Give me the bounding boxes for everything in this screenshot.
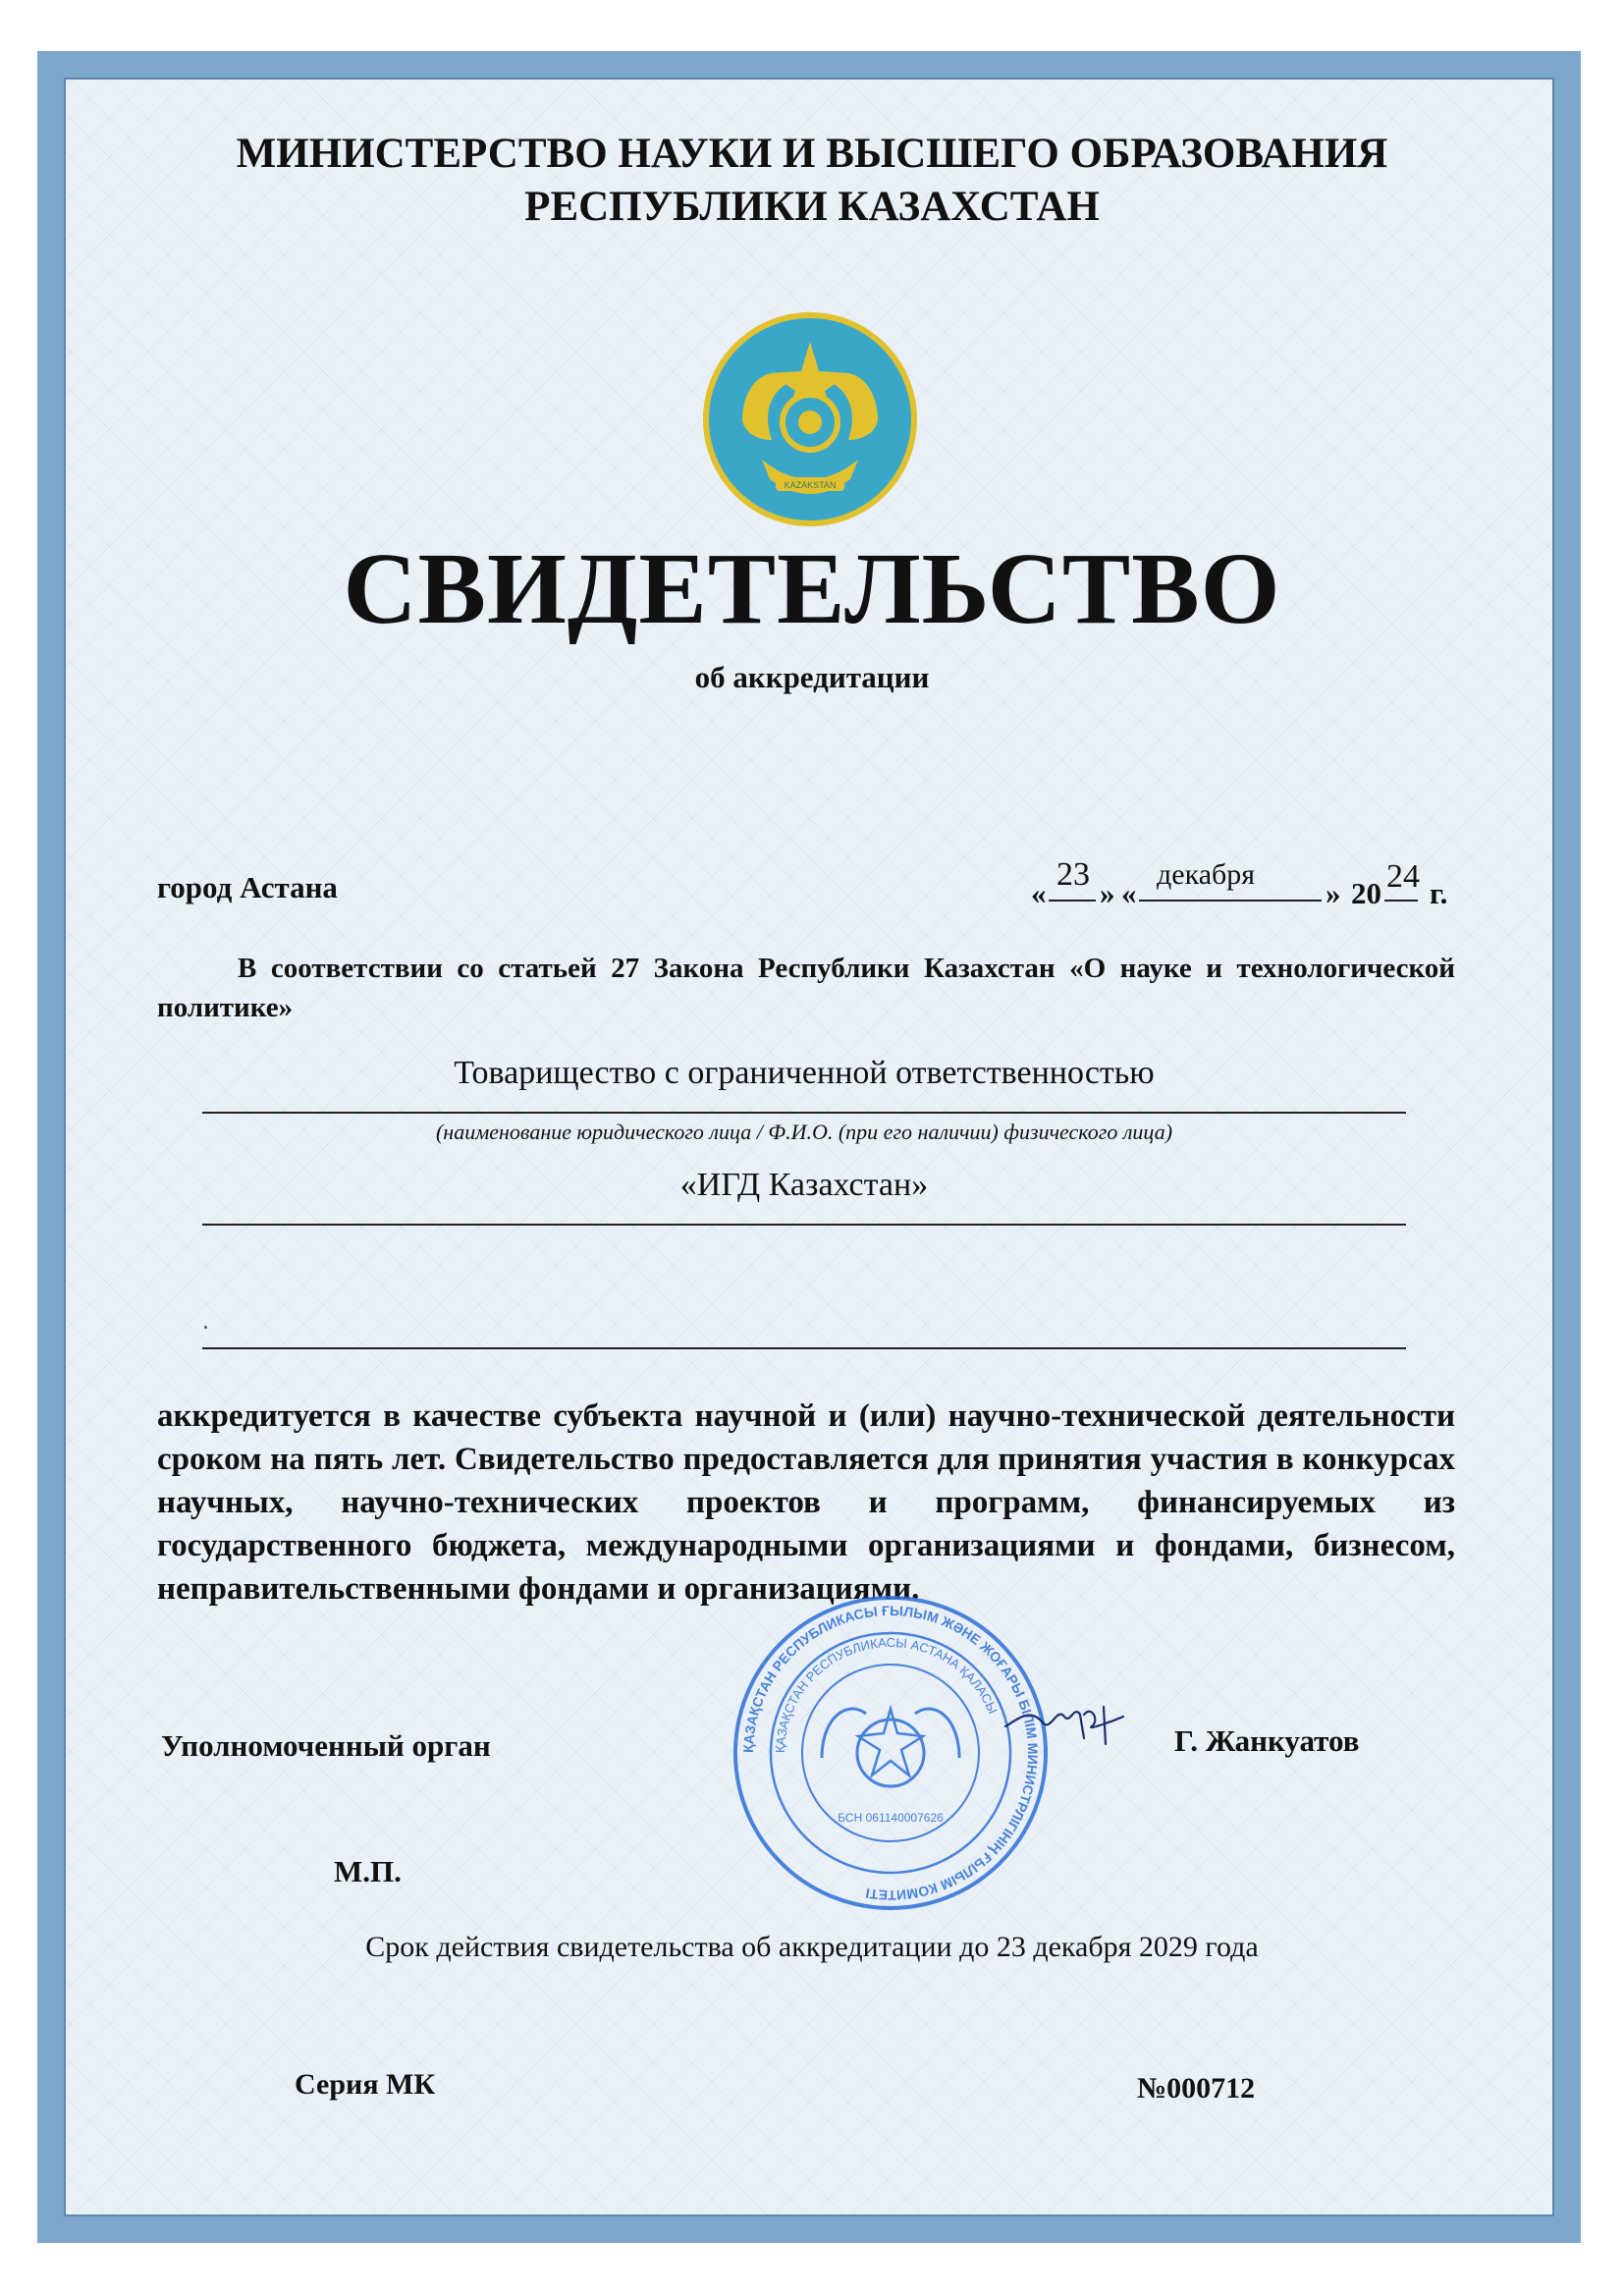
- dot-mark: [204, 1326, 207, 1329]
- month-underline: [1139, 900, 1322, 902]
- signature-icon: [1001, 1687, 1139, 1756]
- date-year-suffix: 24: [1386, 858, 1420, 895]
- stamp-bin: БСН 061140007626: [838, 1811, 944, 1825]
- seal-place-mark: М.П.: [334, 1854, 402, 1888]
- legal-basis: В соответствии со статьей 27 Закона Республики Казахстан «О науке и технологической политике»: [157, 953, 1455, 1023]
- entity-underline-2: [202, 1224, 1406, 1226]
- emblem-label: KAZAKSTAN: [784, 480, 837, 490]
- ministry-line-2: РЕСПУБЛИКИ КАЗАХСТАН: [524, 184, 1100, 230]
- entity-caption: (наименование юридического лица / Ф.И.О. (при его наличии) физического лица): [435, 1120, 1173, 1144]
- certificate-series: Серия МК: [295, 2068, 436, 2101]
- issue-city: город Астана: [157, 870, 338, 904]
- date-year-mark: г.: [1430, 876, 1448, 910]
- year-underline: [1384, 900, 1418, 902]
- state-emblem-icon: [703, 312, 917, 526]
- date-open-quote-2: «: [1121, 876, 1137, 910]
- entity-name-line-1: Товарищество с ограниченной ответственностью: [454, 1055, 1155, 1091]
- date-open-quote-1: «: [1031, 876, 1047, 910]
- certificate-number: №000712: [1137, 2072, 1256, 2105]
- entity-name-line-2: «ИГД Казахстан»: [679, 1167, 929, 1203]
- entity-underline-1: [202, 1112, 1406, 1114]
- document-title: СВИДЕТЕЛЬСТВО: [343, 532, 1281, 645]
- stamp-outer-text: ҚАЗАҚСТАН РЕСПУБЛИКАСЫ ҒЫЛЫМ ЖӘНЕ ЖОҒАРЫ БІЛІМ МИНИСТРЛІГІНІҢ ҒЫЛЫМ КОМИТЕТІ: [739, 1602, 1042, 1904]
- date-century: 20: [1351, 876, 1381, 910]
- date-day: 23: [1056, 856, 1090, 893]
- entity-underline-3: [202, 1347, 1406, 1349]
- date-close-quote-1: »: [1100, 876, 1115, 910]
- ministry-line-1: МИНИСТЕРСТВО НАУКИ И ВЫСШЕГО ОБРАЗОВАНИЯ: [236, 131, 1388, 177]
- issue-date: [1031, 856, 1463, 915]
- ministry-header: [0, 128, 1624, 234]
- date-month: декабря: [1157, 858, 1256, 891]
- document-subtitle: об аккредитации: [694, 660, 930, 694]
- signer-name: Г. Жанкуатов: [1174, 1723, 1360, 1758]
- validity-period: Срок действия свидетельства об аккредитации до 23 декабря 2029 года: [365, 1931, 1259, 1963]
- authority-label: Уполномоченный орган: [161, 1728, 491, 1763]
- accreditation-text: аккредитуется в качестве субъекта научной и (или) научно-технической деятельности сроком на пять лет. Свидетельство предоставляется для принятия участия в конкурсах научных, научно-технических проектов и программ, финансируемых из государственного бюджета, международными организациями и фондами, бизнесом, неправительственными фондами и организациями.: [157, 1398, 1455, 1607]
- date-close-quote-2: »: [1326, 876, 1341, 910]
- day-underline: [1049, 900, 1096, 902]
- stamp-inner-text: ҚАЗАҚСТАН РЕСПУБЛИКАСЫ АСТАНА ҚАЛАСЫ: [772, 1634, 1001, 1754]
